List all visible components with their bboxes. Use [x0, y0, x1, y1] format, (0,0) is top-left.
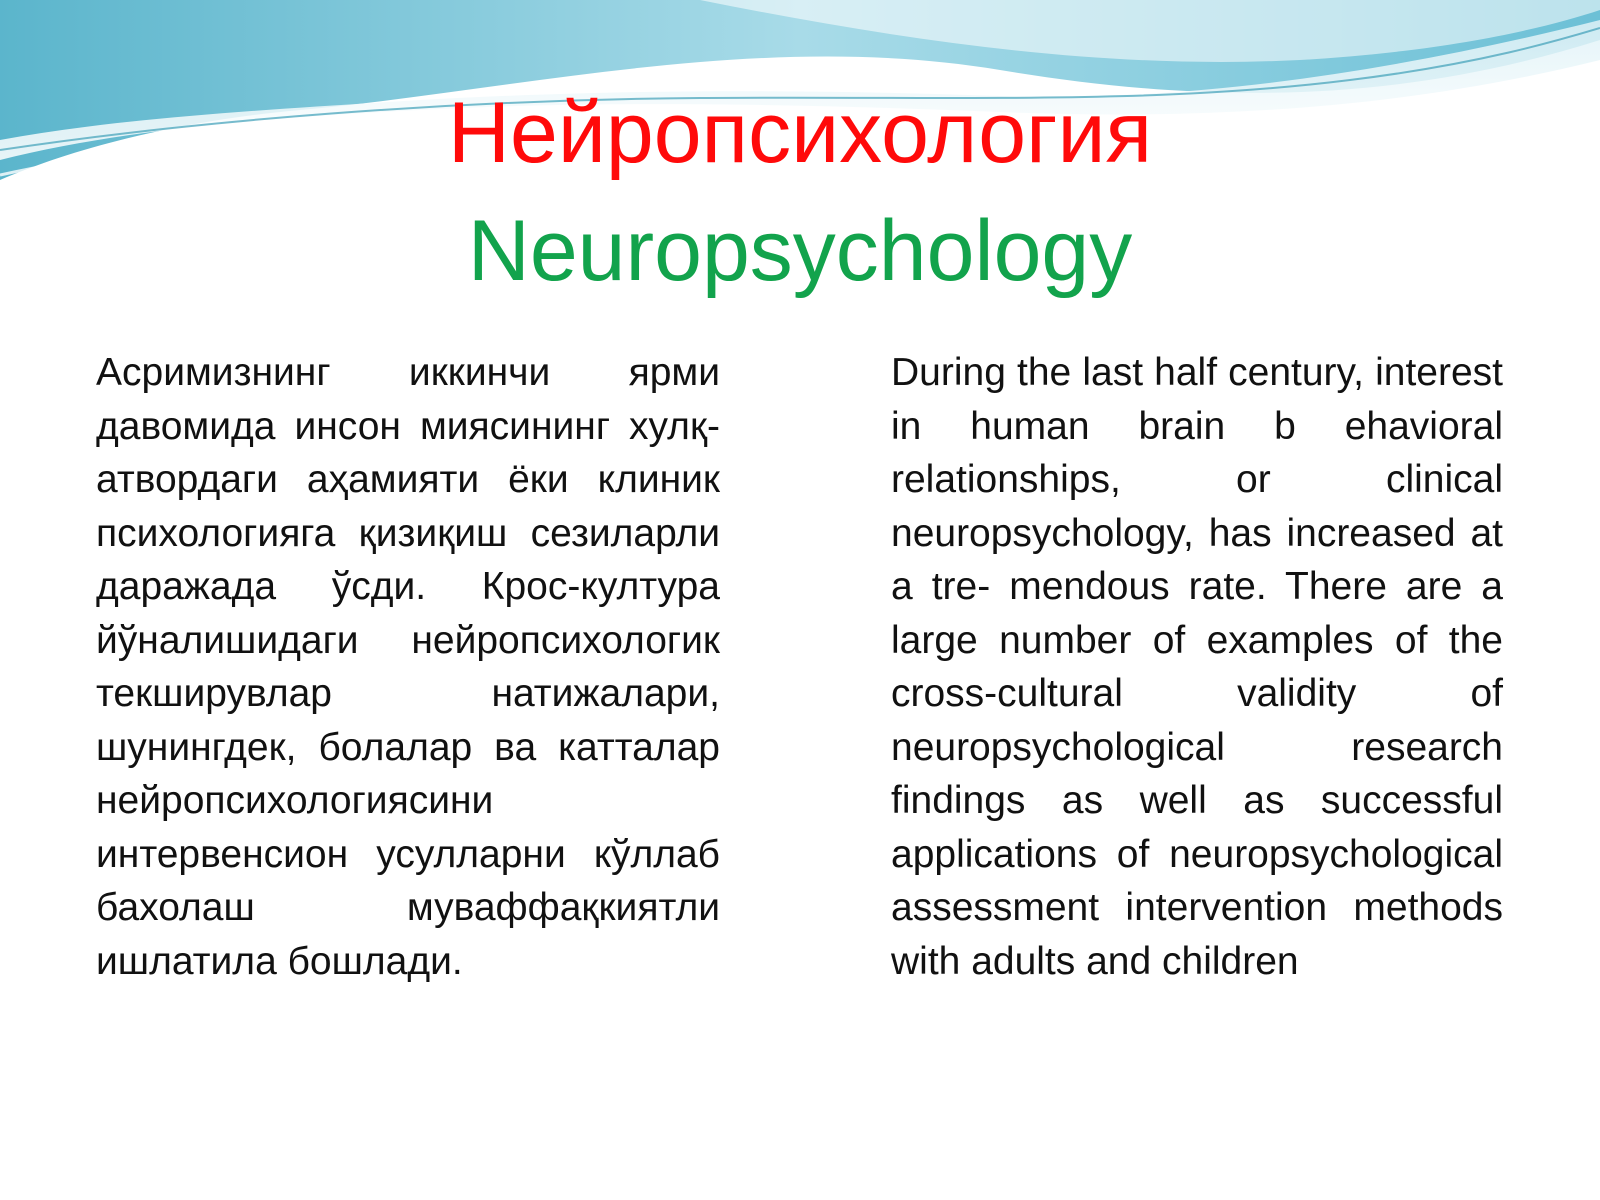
- slide-title-english: Neuropsychology: [467, 203, 1133, 299]
- slide-title-russian: Нейропсихология: [447, 85, 1153, 181]
- body-text-english: During the last half century, interest in human brain b ehavioral relationships, or clinical neuropsychology, has increased at a tre- mendous rate. There are a large number of examples of the cross-cultural validity of neuropsychological research findings as well as successful applications of neuropsychological assessment intervention methods with adults and children: [891, 351, 1503, 983]
- body-text-uzbek: Асримизнинг иккинчи ярми давомида инсон миясининг хулқ-атвордаги аҳамияти ёки клиник психологияга қизиқиш сезиларли даражада ўсди. Крос-култура йўналишидаги нейропсихологик текширувлар натижалари, шунингдек, болалар ва катталар нейропсихологиясини интервенсион усулларни кўллаб бахолаш муваффақкиятли ишлатила бошлади.: [96, 351, 720, 983]
